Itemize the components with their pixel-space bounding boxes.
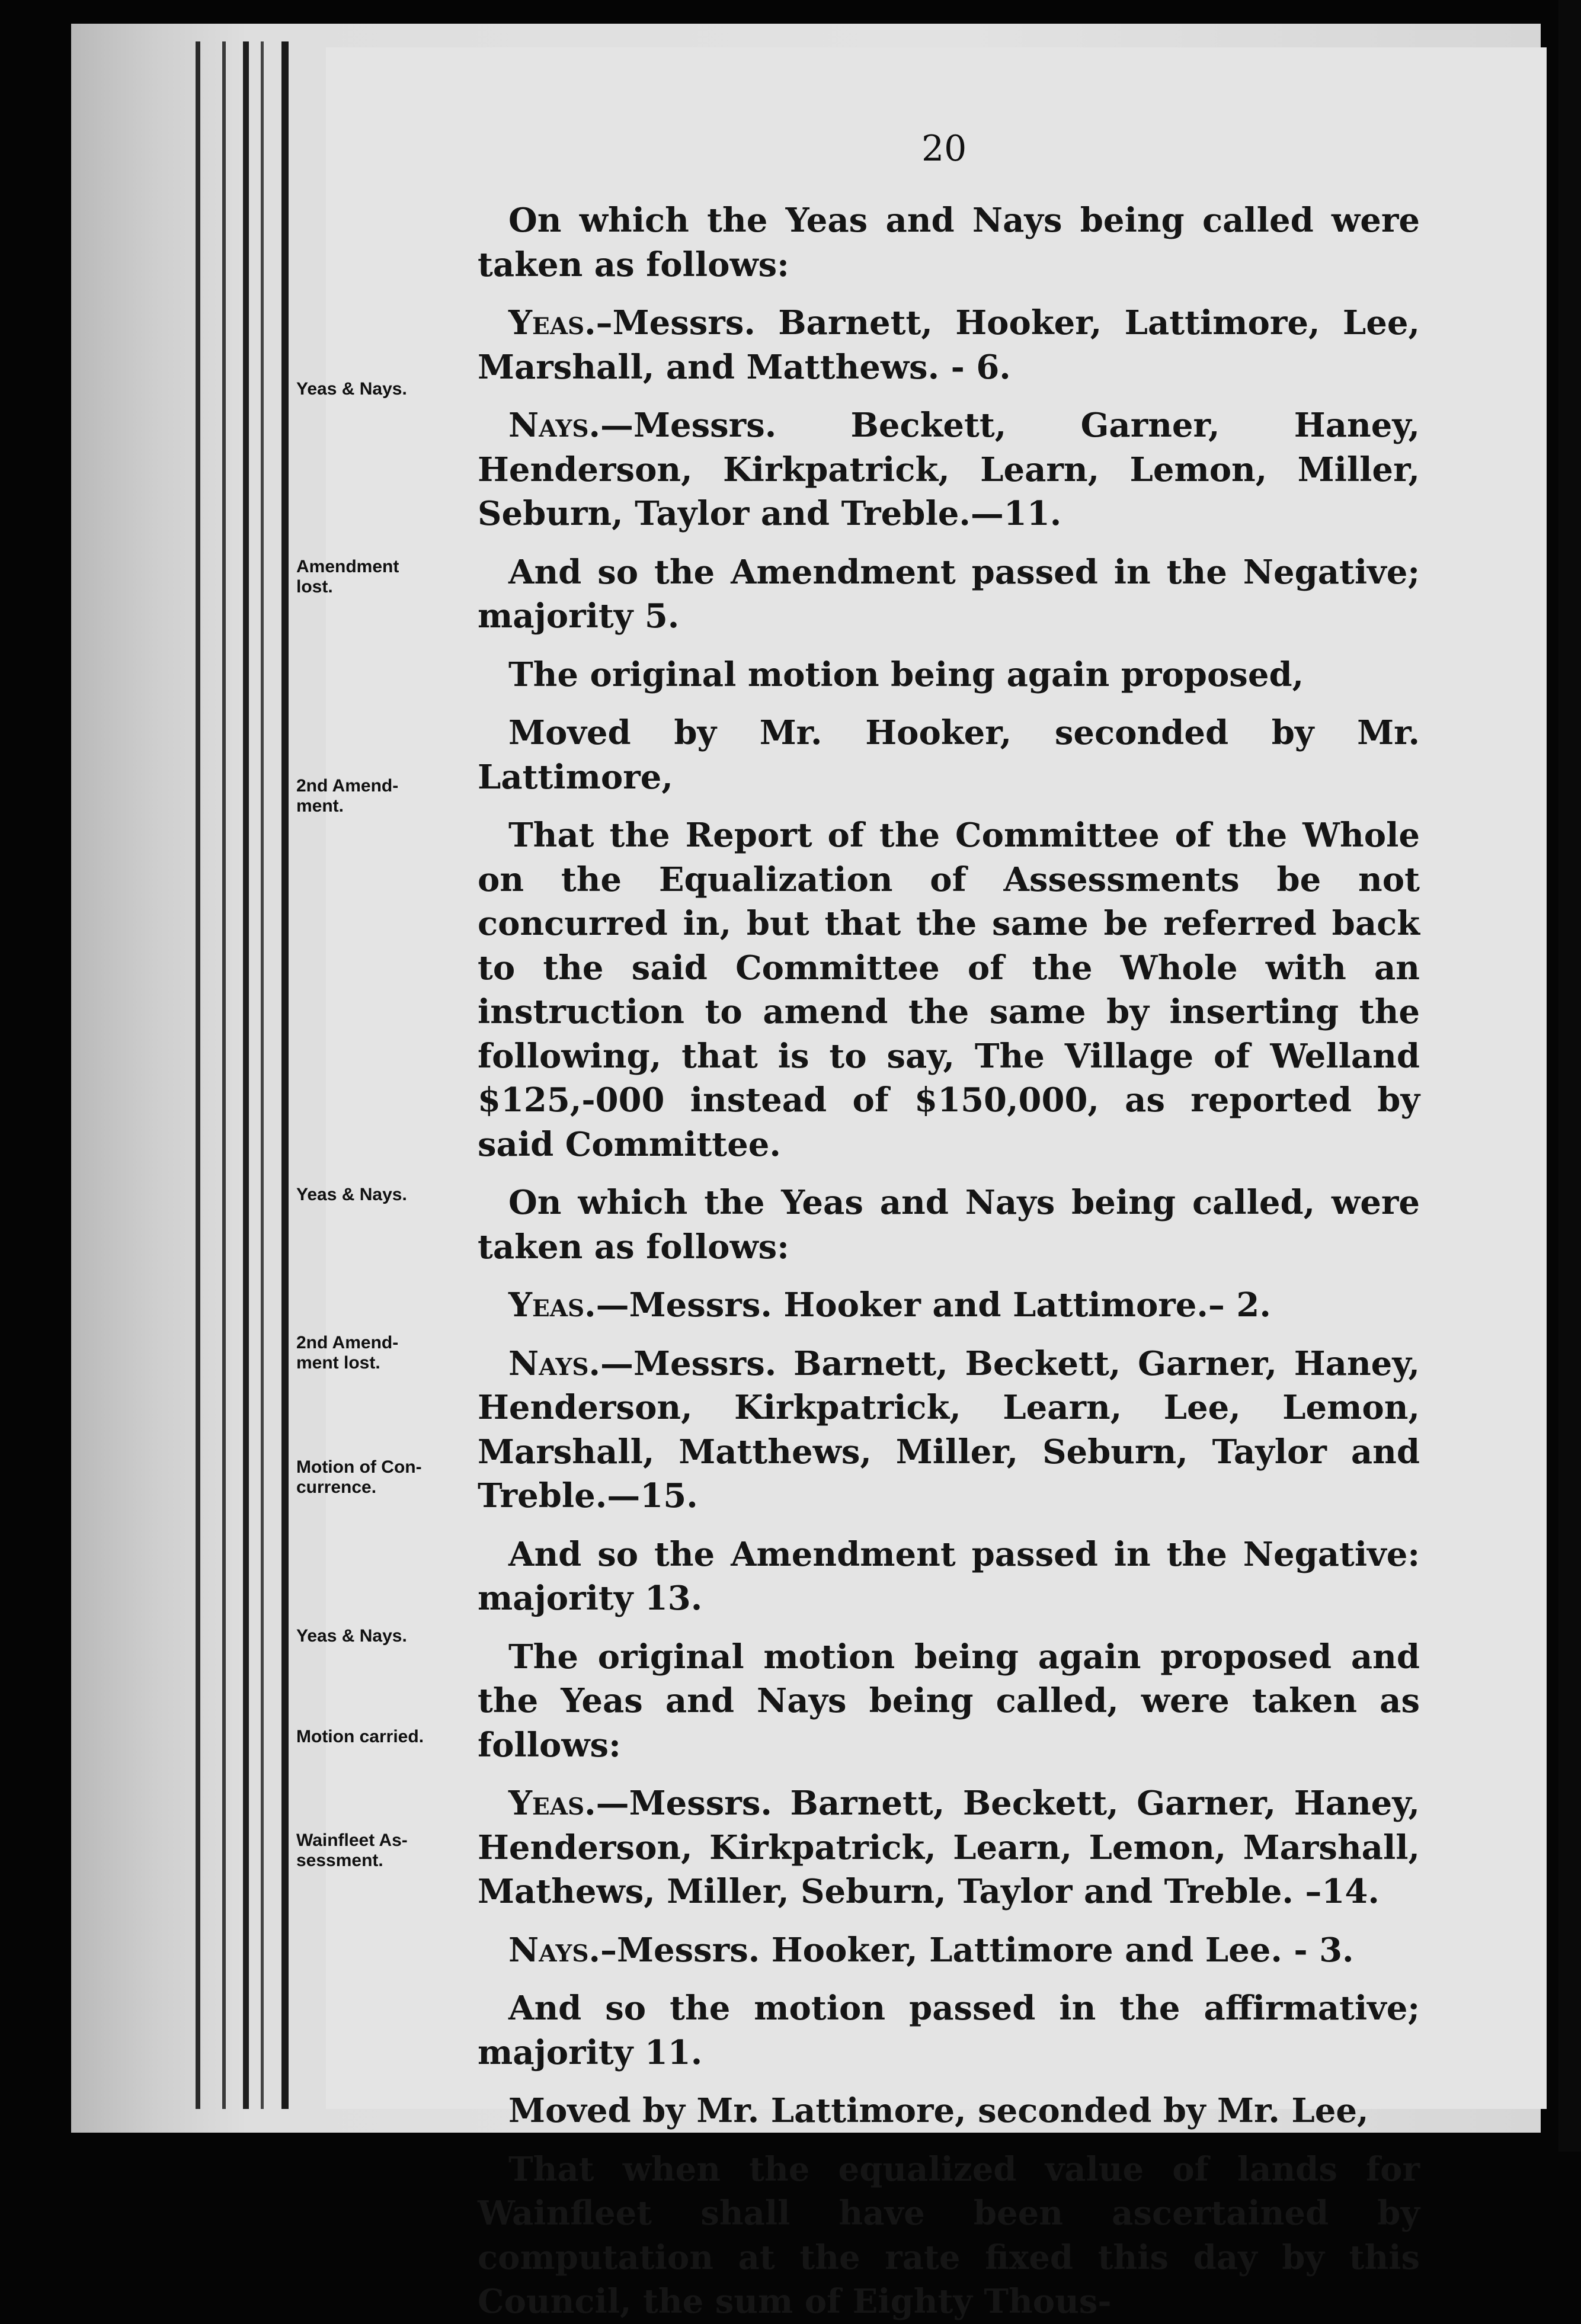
paragraph: And so the motion passed in the affirmative; majority 11. bbox=[478, 1989, 1420, 2072]
paragraph: That the Report of the Committee of the Whole on the Equalization of Assessments be not concurred in, but that the same be referred back to the said Committee of the Whole with an instruction to amend the same by inserting the following, that is to say, The Village of Welland $125,-000 instead of $150,000, as reported by said Committee. bbox=[478, 816, 1420, 1164]
margin-note-yeas-nays: Yeas & Nays. bbox=[296, 1185, 407, 1204]
margin-note-motion-carried: Motion carried. bbox=[296, 1727, 424, 1746]
paragraph: That when the equalized value of lands for Wainfleet shall have been ascertained by computation at the rate fixed this day by this Council, the sum of Eighty Thous- bbox=[478, 2149, 1420, 2321]
page-edge-shadow bbox=[243, 41, 249, 2109]
paragraph: Moved by Mr. Hooker, seconded by Mr. Lattimore, bbox=[478, 713, 1420, 797]
paragraph-yeas: Yeas.—Messrs. Barnett, Beckett, Garner, Haney, Henderson, Kirkpatrick, Learn, Lemon, Marshall, Mathews, Miller, Seburn, Taylor and Treble. –14. bbox=[478, 1784, 1420, 1911]
margin-note-amendment-lost: Amendment lost. bbox=[296, 557, 399, 597]
right-dark-edge bbox=[1558, 0, 1581, 2152]
page-edge-shadow bbox=[281, 41, 289, 2109]
paragraph: The original motion being again proposed, bbox=[508, 655, 1304, 694]
paragraph-yeas: Yeas.—Messrs. Hooker and Lattimore.– 2. bbox=[508, 1286, 1271, 1325]
margin-note-second-amendment: 2nd Amend- ment. bbox=[296, 776, 399, 816]
margin-note-yeas-nays: Yeas & Nays. bbox=[296, 379, 407, 399]
body-text bbox=[478, 198, 1420, 2324]
paragraph: On which the Yeas and Nays being called were taken as follows: bbox=[478, 201, 1420, 284]
paragraph: Moved by Mr. Lattimore, seconded by Mr. Lee, bbox=[508, 2091, 1369, 2130]
page-number: 20 bbox=[921, 128, 967, 169]
paragraph: And so the Amendment passed in the Negative; majority 5. bbox=[478, 552, 1420, 636]
paragraph: On which the Yeas and Nays being called, were taken as follows: bbox=[478, 1183, 1420, 1267]
paragraph-nays: Nays.–Messrs. Hooker, Lattimore and Lee. - 3. bbox=[508, 1930, 1354, 1970]
margin-note-motion-of-concurrence: Motion of Con- currence. bbox=[296, 1457, 422, 1497]
margin-note-second-amendment-lost: 2nd Amend- ment lost. bbox=[296, 1333, 399, 1373]
margin-note-wainfleet-assessment: Wainfleet As- sessment. bbox=[296, 1831, 408, 1870]
page-edge-shadow bbox=[261, 41, 264, 2109]
paragraph: The original motion being again proposed and the Yeas and Nays being called, were taken as follows: bbox=[478, 1637, 1420, 1765]
page-edge-shadow bbox=[196, 41, 200, 2109]
paragraph: And so the Amendment passed in the Negative: majority 13. bbox=[478, 1534, 1420, 1618]
page-edge-shadow bbox=[222, 41, 226, 2109]
paragraph-nays: Nays.—Messrs. Barnett, Beckett, Garner, Haney, Henderson, Kirkpatrick, Learn, Lee, Lemon, Marshall, Matthews, Miller, Seburn, Taylor and Treble.—15. bbox=[478, 1344, 1420, 1515]
paragraph-nays: Nays.—Messrs. Beckett, Garner, Haney, Henderson, Kirkpatrick, Learn, Lemon, Miller, Seburn, Taylor and Treble.—11. bbox=[478, 406, 1420, 533]
paragraph-yeas: Yeas.–Messrs. Barnett, Hooker, Lattimore, Lee, Marshall, and Matthews. - 6. bbox=[478, 303, 1420, 387]
margin-note-yeas-nays: Yeas & Nays. bbox=[296, 1626, 407, 1646]
